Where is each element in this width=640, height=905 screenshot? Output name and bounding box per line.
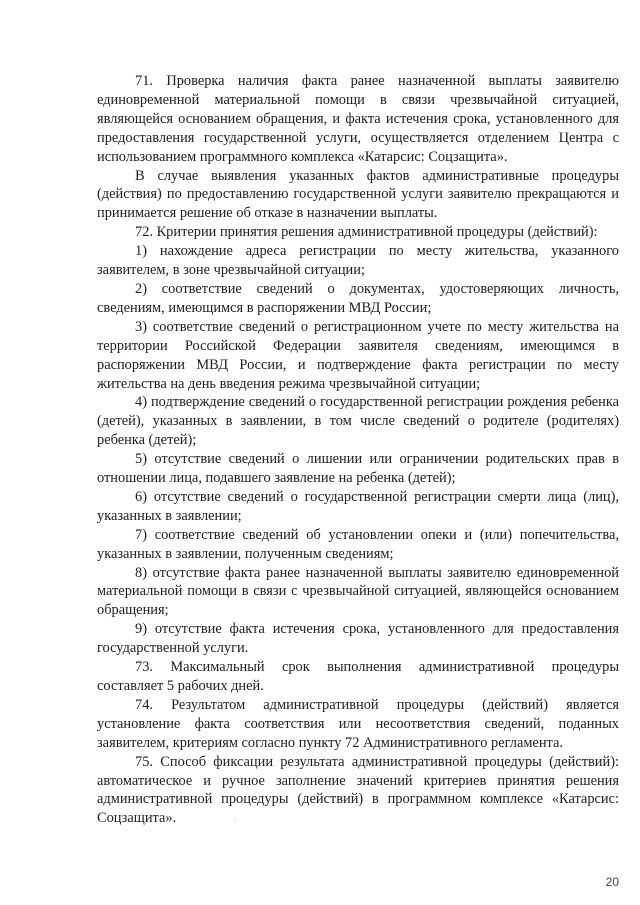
paragraph-75: 75. Способ фиксации результата административной процедуры (действий): автоматическое и ручное заполнение значений критериев принятия решения административной процедуры (действий) в программном комплексе «Катарсис: Соцзащита».: [97, 753, 619, 827]
document-body: [97, 72, 619, 828]
paragraph-73: 73. Максимальный срок выполнения административной процедуры составляет 5 рабочих дней.: [97, 659, 619, 694]
criterion-3: 3) соответствие сведений о регистрационном учете по месту жительства на территории Российской Федерации заявителя сведениям, имеющимся в распоряжении МВД России, и подтверждение факта регистрации по месту жительства на день введения режима чрезвычайной ситуации;: [97, 318, 619, 392]
criterion-7: 7) соответствие сведений об установлении опеки и (или) попечительства, указанных в заявлении, полученным сведениям;: [97, 526, 619, 562]
paragraph-74: 74. Результатом административной процедуры (действий) является установление факта соответствия или несоответствия сведений, поданных заявителем, критериям согласно пункту 72 Административного регламента.: [97, 696, 619, 751]
criterion-2: 2) соответствие сведений о документах, удостоверяющих личность, сведениям, имеющимся в распоряжении МВД России;: [97, 280, 619, 316]
criterion-6: 6) отсутствие сведений о государственной регистрации смерти лица (лиц), указанных в заявлении;: [97, 488, 619, 524]
criterion-8: 8) отсутствие факта ранее назначенной выплаты заявителю единовременной материальной помощи в связи с чрезвычайной ситуацией, являющейся основанием обращения;: [97, 564, 619, 619]
criterion-9: 9) отсутствие факта истечения срока, установленного для предоставления государственной услуги.: [97, 621, 619, 657]
scan-speck: [234, 820, 235, 821]
paragraph-71-refusal: В случае выявления указанных фактов административные процедуры (действия) по предоставлению государственной услуги заявителю прекращаются и принимается решение об отказе в назначении выплаты.: [97, 167, 619, 222]
criterion-5: 5) отсутствие сведений о лишении или ограничении родительских прав в отношении лица, подавшего заявление на ребенка (детей);: [97, 451, 619, 487]
criterion-1: 1) нахождение адреса регистрации по месту жительства, указанного заявителем, в зоне чрезвычайной ситуации;: [97, 243, 619, 279]
page-number: 20: [605, 875, 619, 889]
paragraph-72-heading: 72. Критерии принятия решения административной процедуры (действий):: [135, 224, 598, 241]
paragraph-71: 71. Проверка наличия факта ранее назначенной выплаты заявителю единовременной материальной помощи в связи чрезвычайной ситуацией, являющейся основанием обращения, и факта истечения срока, установленного для предоставления государственной услуги, осуществляется отделением Центра с использованием программного комплекса «Катарсис: Соцзащита».: [97, 73, 619, 165]
criterion-4: 4) подтверждение сведений о государственной регистрации рождения ребенка (детей), указанных в заявлении, в том числе сведений о родителе (родителях) ребенка (детей);: [97, 394, 619, 449]
